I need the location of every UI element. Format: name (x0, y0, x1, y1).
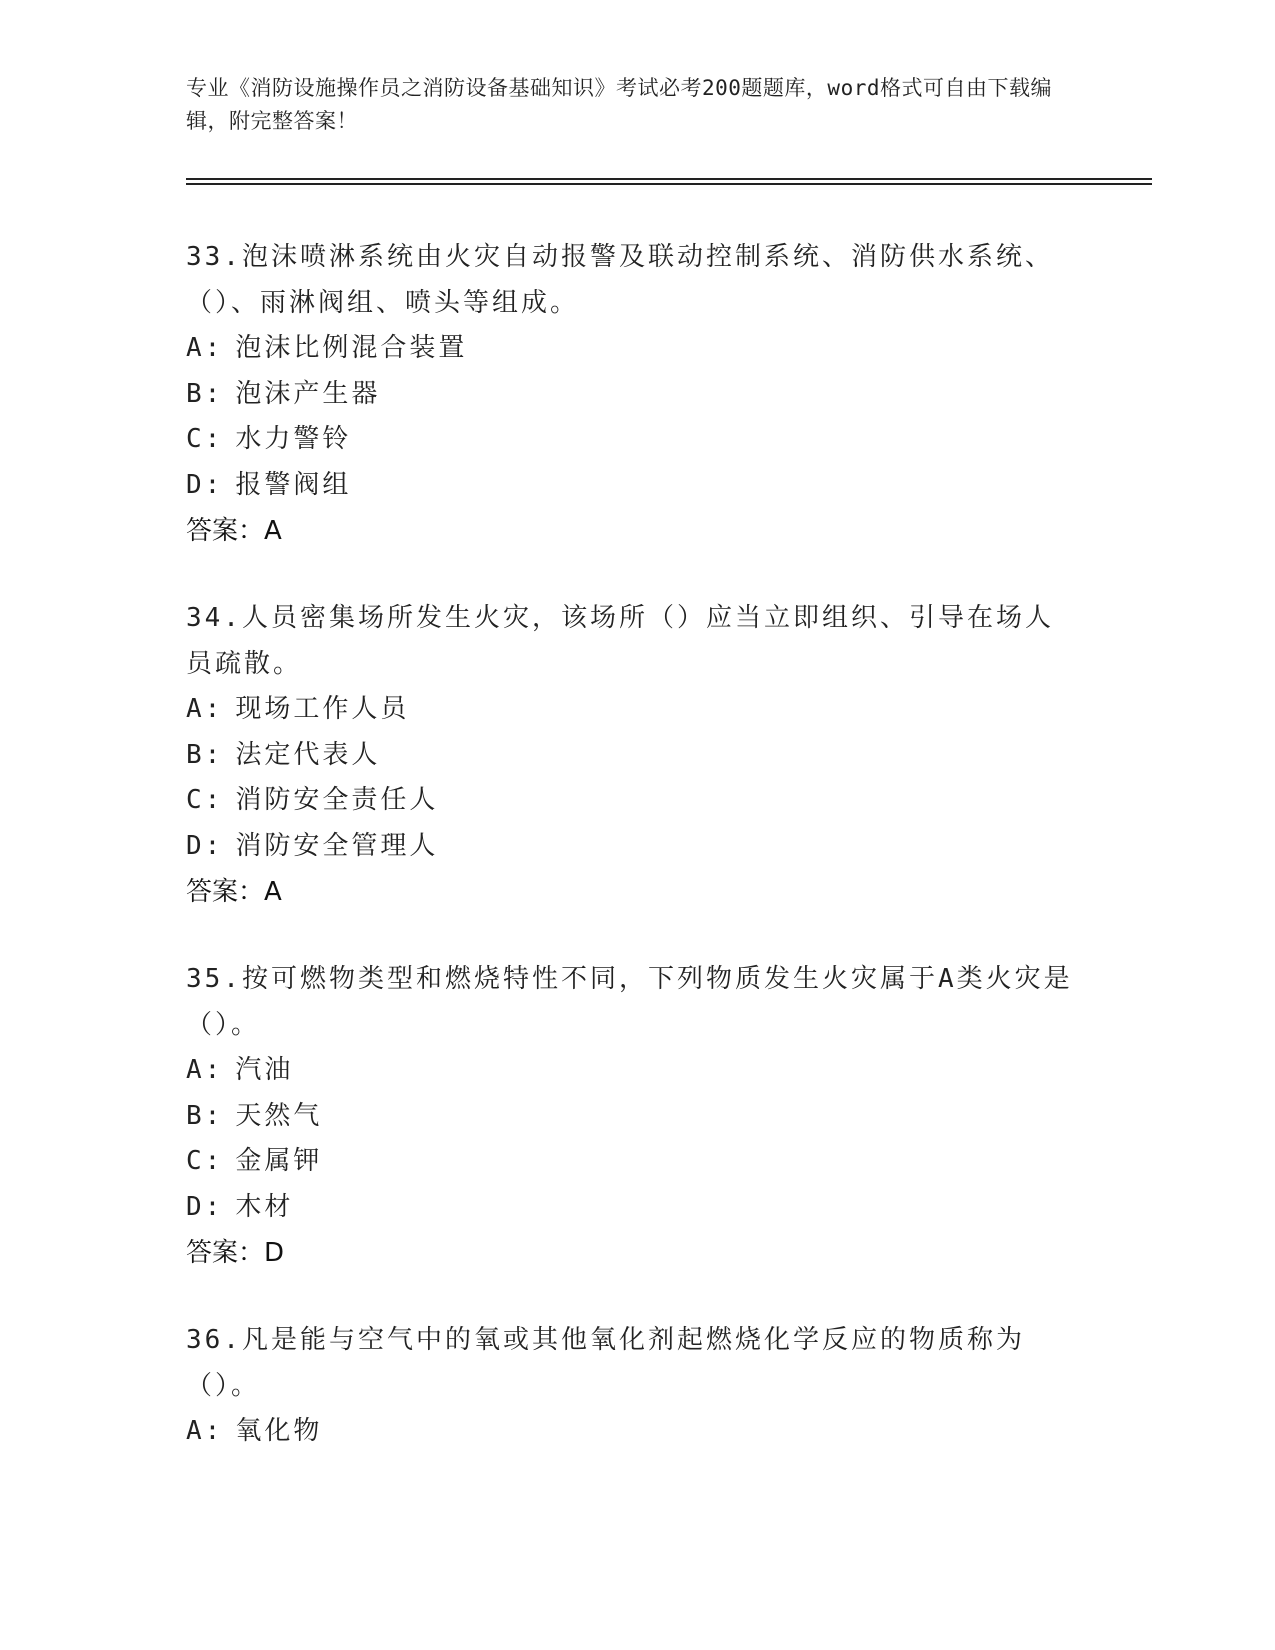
option-text: 氧化物 (235, 1416, 323, 1446)
option-letter: B: (186, 1100, 224, 1131)
option-a (186, 1048, 1076, 1094)
option-a (186, 1409, 1076, 1455)
question-stem: 33.泡沫喷淋系统由火灾自动报警及联动控制系统、消防供水系统、（）、雨淋阀组、喷头等组成。 (186, 242, 1054, 318)
option-letter: A: (186, 333, 224, 363)
answer-label: 答案：D (186, 1238, 285, 1268)
question-36 (186, 1317, 1076, 1455)
header-divider-top (186, 178, 1152, 180)
option-b (186, 372, 1076, 418)
header-divider-bottom (186, 183, 1152, 185)
option-text: 泡沫比例混合装置 (235, 333, 468, 363)
question-34 (186, 595, 1076, 915)
option-letter: C: (186, 1146, 224, 1176)
option-letter: A: (186, 694, 224, 724)
option-letter: D: (186, 1191, 224, 1222)
option-c (186, 778, 1076, 824)
option-text: 报警阀组 (235, 469, 352, 500)
option-letter: A: (186, 1416, 224, 1446)
option-text: 天然气 (235, 1100, 323, 1131)
option-d (186, 1185, 1076, 1231)
answer-label: 答案：A (186, 516, 282, 546)
option-text: 汽油 (235, 1055, 294, 1085)
question-stem: 35.按可燃物类型和燃烧特性不同，下列物质发生火灾属于A类火灾是（）。 (186, 964, 1073, 1040)
option-letter: A: (186, 1055, 224, 1085)
answer-label: 答案：A (186, 877, 282, 907)
option-text: 泡沫产生器 (235, 378, 381, 409)
question-33 (186, 234, 1076, 554)
option-d (186, 824, 1076, 870)
option-text: 木材 (235, 1191, 294, 1222)
option-b (186, 733, 1076, 779)
option-d (186, 463, 1076, 509)
option-text: 消防安全管理人 (235, 830, 439, 861)
option-letter: D: (186, 469, 224, 500)
option-text: 现场工作人员 (235, 694, 410, 724)
option-letter: B: (186, 739, 224, 770)
question-35 (186, 956, 1076, 1276)
option-c (186, 1139, 1076, 1185)
option-c (186, 417, 1076, 463)
option-letter: D: (186, 830, 224, 861)
option-text: 金属钾 (235, 1146, 323, 1176)
option-text: 消防安全责任人 (235, 785, 439, 815)
document-header: 专业《消防设施操作员之消防设备基础知识》考试必考200题题库，word格式可自由下载编辑，附完整答案！ (186, 76, 1052, 133)
option-a (186, 687, 1076, 733)
option-letter: C: (186, 424, 224, 454)
question-list (186, 234, 1076, 1496)
option-letter: C: (186, 785, 224, 815)
option-b (186, 1094, 1076, 1140)
question-stem: 36.凡是能与空气中的氧或其他氧化剂起燃烧化学反应的物质称为（）。 (186, 1325, 1025, 1401)
option-text: 水力警铃 (235, 424, 352, 454)
question-stem: 34.人员密集场所发生火灾，该场所（）应当立即组织、引导在场人员疏散。 (186, 603, 1054, 679)
option-letter: B: (186, 378, 224, 409)
option-a (186, 326, 1076, 372)
option-text: 法定代表人 (235, 739, 381, 770)
